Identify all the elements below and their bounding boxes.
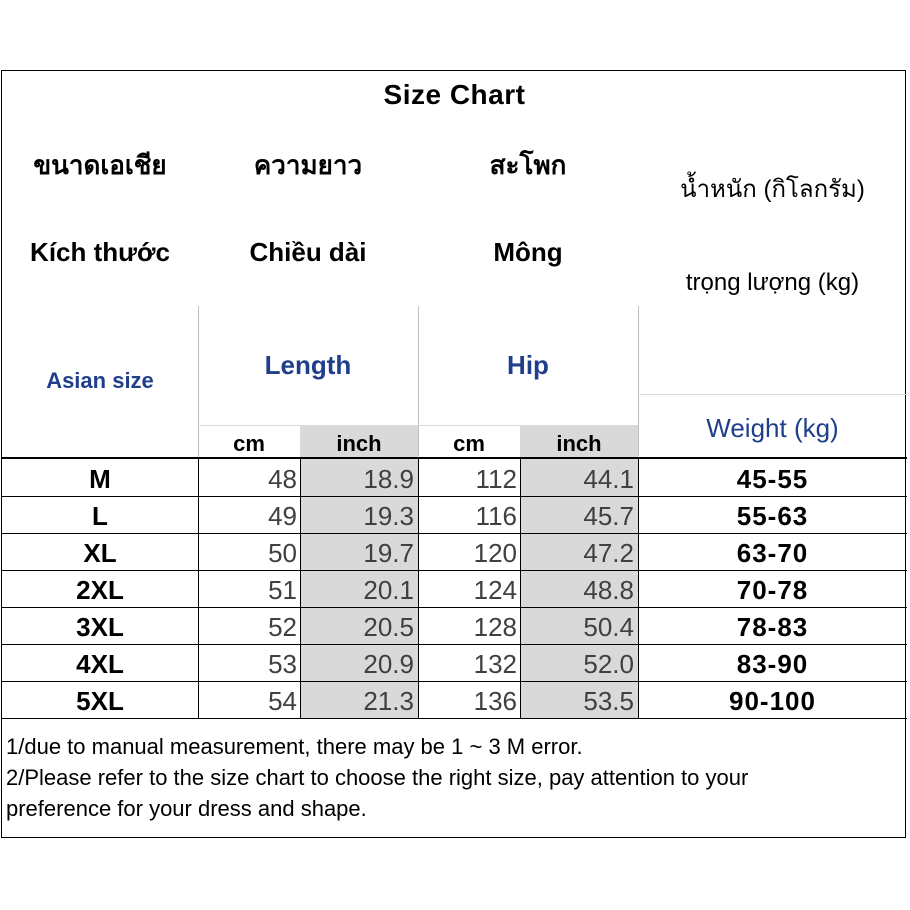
table-row (2, 681, 907, 718)
header-en-length: Length (264, 350, 352, 380)
header-en-size: Asian size (46, 368, 154, 393)
cell-hip-inch: 45.7 (583, 501, 634, 531)
cell-size: 5XL (76, 686, 124, 716)
cell-hip-inch: 47.2 (583, 538, 634, 568)
cell-length-cm: 53 (268, 649, 297, 679)
header-vi-length: Chiều dài (249, 237, 367, 267)
cell-size: M (89, 464, 111, 494)
cell-size: 2XL (76, 575, 124, 605)
cell-length-cm: 52 (268, 612, 297, 642)
unit-hip-inch: inch (556, 431, 602, 456)
table-row (2, 570, 907, 607)
cell-length-cm: 51 (268, 575, 297, 605)
cell-size: 3XL (76, 612, 124, 642)
cell-hip-cm: 120 (473, 538, 517, 568)
cell-hip-cm: 116 (475, 501, 517, 531)
table-row (2, 533, 907, 570)
header-thai-weight: น้ำหนัก (กิโลกรัม) (680, 176, 865, 203)
cell-length-inch: 19.3 (363, 501, 414, 531)
unit-length-cm: cm (233, 431, 265, 456)
notes (6, 731, 901, 824)
cell-hip-cm: 132 (473, 649, 517, 679)
cell-hip-cm: 128 (473, 612, 517, 642)
cell-length-inch: 20.9 (363, 649, 414, 679)
cell-hip-inch: 53.5 (583, 686, 634, 716)
note-line: 1/due to manual measurement, there may be 1 ~ 3 M error. (6, 734, 583, 759)
table-row (2, 459, 907, 496)
unit-length-inch: inch (336, 431, 382, 456)
cell-weight: 83-90 (736, 649, 809, 679)
cell-hip-cm: 124 (473, 575, 517, 605)
row-divider (2, 718, 907, 719)
cell-weight: 63-70 (736, 538, 809, 568)
cell-weight: 55-63 (736, 501, 809, 531)
header-en-weight: Weight (kg) (706, 413, 839, 443)
header-thai-hip: สะโพก (489, 150, 567, 180)
header-vi-size: Kích thước (30, 237, 170, 267)
unit-hip-cm: cm (453, 431, 485, 456)
header-thai-size: ขนาดเอเชีย (33, 150, 167, 180)
cell-weight: 90-100 (729, 686, 816, 716)
cell-hip-cm: 112 (475, 464, 517, 494)
cell-weight: 70-78 (736, 575, 809, 605)
header-vi-hip: Mông (493, 237, 563, 267)
cell-size: 4XL (76, 649, 124, 679)
cell-length-inch: 20.1 (363, 575, 414, 605)
cell-weight: 78-83 (736, 612, 809, 642)
cell-length-cm: 54 (268, 686, 297, 716)
cell-length-cm: 50 (268, 538, 297, 568)
note-line: 2/Please refer to the size chart to choose the right size, pay attention to your (6, 765, 749, 790)
header-divider (638, 306, 639, 456)
table-row (2, 644, 907, 681)
chart-title: Size Chart (383, 79, 526, 110)
header-vi-weight: trọng lượng (kg) (685, 269, 860, 296)
cell-length-inch: 19.7 (363, 538, 414, 568)
cell-length-cm: 49 (268, 501, 297, 531)
cell-size: L (92, 501, 108, 531)
cell-hip-inch: 48.8 (583, 575, 634, 605)
cell-length-inch: 21.3 (363, 686, 414, 716)
cell-length-inch: 18.9 (363, 464, 414, 494)
cell-weight: 45-55 (736, 464, 809, 494)
cell-hip-inch: 44.1 (583, 464, 634, 494)
size-chart (1, 70, 906, 838)
header-en-hip: Hip (507, 350, 549, 380)
header-thai-length: ความยาว (253, 150, 363, 180)
cell-length-cm: 48 (268, 464, 297, 494)
table-row (2, 496, 907, 533)
note-line: preference for your dress and shape. (6, 796, 367, 821)
table-row (2, 607, 907, 644)
cell-size: XL (83, 538, 117, 568)
header-divider (638, 394, 907, 395)
cell-hip-inch: 52.0 (583, 649, 634, 679)
cell-hip-cm: 136 (473, 686, 517, 716)
cell-hip-inch: 50.4 (583, 612, 634, 642)
cell-length-inch: 20.5 (363, 612, 414, 642)
